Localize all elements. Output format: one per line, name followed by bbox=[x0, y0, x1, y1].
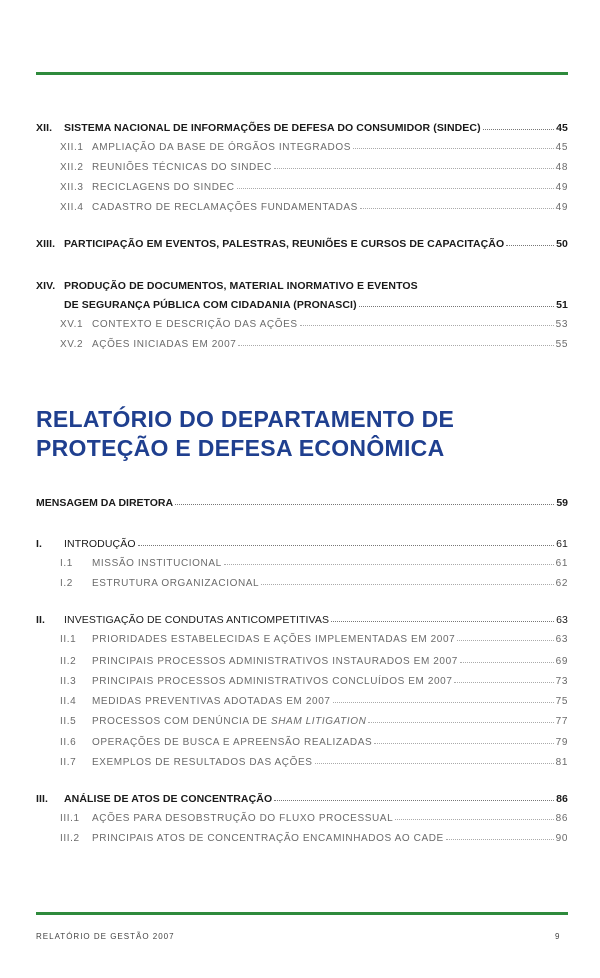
entry-page: 59 bbox=[556, 497, 568, 509]
dot-leader bbox=[274, 800, 554, 801]
entry-title: EXEMPLOS DE RESULTADOS DAS AÇÕES bbox=[92, 757, 313, 768]
entry-title: CADASTRO DE RECLAMAÇÕES FUNDAMENTADAS bbox=[92, 202, 358, 213]
entry-page: 53 bbox=[555, 319, 568, 330]
toc-entry-ii-3[interactable] bbox=[36, 676, 568, 687]
dot-leader bbox=[331, 621, 554, 622]
entry-title: INVESTIGAÇÃO DE CONDUTAS ANTICOMPETITIVAS bbox=[64, 614, 330, 626]
dot-leader bbox=[315, 763, 554, 764]
footer-page-number: 9 bbox=[555, 932, 560, 941]
toc-entry-xii-3[interactable] bbox=[36, 182, 568, 193]
entry-title: MENSAGEM DA DIRETORA bbox=[36, 497, 174, 509]
dot-leader bbox=[483, 129, 554, 130]
entry-page: 48 bbox=[555, 162, 568, 173]
dot-leader bbox=[454, 682, 553, 683]
toc-entry-xii-2[interactable] bbox=[36, 162, 568, 173]
entry-title: SISTEMA NACIONAL DE INFORMAÇÕES DE DEFESA DO CONSUMIDOR (SINDEC) bbox=[64, 122, 481, 134]
entry-page: 61 bbox=[555, 558, 568, 569]
entry-number: I.1 bbox=[60, 558, 73, 569]
entry-page: 86 bbox=[556, 793, 568, 805]
entry-page: 49 bbox=[555, 202, 568, 213]
dot-leader bbox=[457, 640, 553, 641]
entry-number: I.2 bbox=[60, 578, 73, 589]
entry-title: REUNIÕES TÉCNICAS DO SINDEC bbox=[92, 162, 272, 173]
entry-page: 79 bbox=[555, 737, 568, 748]
entry-number: XIV. bbox=[36, 280, 56, 292]
entry-title: INTRODUÇÃO bbox=[64, 538, 136, 550]
entry-page: 51 bbox=[556, 299, 568, 311]
entry-number: II. bbox=[36, 614, 46, 626]
toc-entry-xv-2[interactable] bbox=[36, 339, 568, 350]
entry-title: ANÁLISE DE ATOS DE CONCENTRAÇÃO bbox=[64, 793, 273, 805]
entry-title: PRINCIPAIS PROCESSOS ADMINISTRATIVOS INSTAURADOS EM 2007 bbox=[92, 656, 458, 667]
entry-number: XII.1 bbox=[60, 142, 84, 153]
toc-entry-i-2[interactable] bbox=[36, 578, 568, 589]
toc-entry-ii-4[interactable] bbox=[36, 696, 568, 707]
entry-title: PRODUÇÃO DE DOCUMENTOS, MATERIAL INORMATIVO E EVENTOS bbox=[64, 280, 418, 292]
section-heading-line1: RELATÓRIO DO DEPARTAMENTO DE bbox=[36, 406, 455, 432]
entry-number: XV.2 bbox=[60, 339, 84, 350]
footer-report-title: RELATÓRIO DE GESTÃO 2007 bbox=[36, 932, 175, 941]
toc-entry-xv-1[interactable] bbox=[36, 319, 568, 330]
entry-number: II.1 bbox=[60, 634, 77, 645]
entry-number: XII.2 bbox=[60, 162, 84, 173]
entry-title bbox=[92, 716, 366, 727]
dot-leader bbox=[175, 504, 554, 505]
dot-leader bbox=[359, 306, 554, 307]
dot-leader bbox=[333, 702, 554, 703]
entry-number: XII.3 bbox=[60, 182, 84, 193]
toc-entry-iii-2[interactable] bbox=[36, 833, 568, 844]
toc-entry-ii-7[interactable] bbox=[36, 757, 568, 768]
dot-leader bbox=[237, 188, 554, 189]
entry-number: XIII. bbox=[36, 238, 56, 250]
entry-title: PRIORIDADES ESTABELECIDAS E AÇÕES IMPLEMENTADAS EM 2007 bbox=[92, 634, 456, 645]
entry-number: II.3 bbox=[60, 676, 77, 687]
entry-title: DE SEGURANÇA PÚBLICA COM CIDADANIA (PRONASCI) bbox=[64, 299, 357, 311]
toc-entry-ii-1[interactable] bbox=[36, 634, 568, 645]
entry-number: XV.1 bbox=[60, 319, 84, 330]
toc-entry-xiv-line1[interactable] bbox=[36, 280, 568, 292]
toc-entry-xii-1[interactable] bbox=[36, 142, 568, 153]
entry-title-italic: SHAM LITIGATION bbox=[270, 716, 367, 727]
dot-leader bbox=[446, 839, 554, 840]
entry-page: 49 bbox=[555, 182, 568, 193]
entry-title: PRINCIPAIS ATOS DE CONCENTRAÇÃO ENCAMINHADOS AO CADE bbox=[92, 833, 444, 844]
entry-page: 55 bbox=[555, 339, 568, 350]
entry-number: II.6 bbox=[60, 737, 77, 748]
dot-leader bbox=[353, 148, 554, 149]
toc-entry-iii-1[interactable] bbox=[36, 813, 568, 824]
entry-number: II.4 bbox=[60, 696, 77, 707]
toc-entry-xii-4[interactable] bbox=[36, 202, 568, 213]
dot-leader bbox=[374, 743, 553, 744]
entry-number: III. bbox=[36, 793, 49, 805]
entry-page: 63 bbox=[556, 614, 568, 626]
entry-page: 75 bbox=[555, 696, 568, 707]
entry-title: CONTEXTO E DESCRIÇÃO DAS AÇÕES bbox=[92, 319, 298, 330]
dot-leader bbox=[300, 325, 554, 326]
entry-title: AÇÕES PARA DESOBSTRUÇÃO DO FLUXO PROCESSUAL bbox=[92, 813, 394, 824]
entry-title: PRINCIPAIS PROCESSOS ADMINISTRATIVOS CONCLUÍDOS EM 2007 bbox=[92, 676, 453, 687]
entry-page: 62 bbox=[555, 578, 568, 589]
dot-leader bbox=[460, 662, 554, 663]
entry-number: II.2 bbox=[60, 656, 77, 667]
entry-number: XII. bbox=[36, 122, 53, 134]
dot-leader bbox=[506, 245, 554, 246]
dot-leader bbox=[360, 208, 554, 209]
entry-title: ESTRUTURA ORGANIZACIONAL bbox=[92, 578, 260, 589]
entry-number: II.7 bbox=[60, 757, 77, 768]
toc-entry-mensagem[interactable] bbox=[36, 497, 568, 509]
entry-number: II.5 bbox=[60, 716, 77, 727]
entry-page: 73 bbox=[555, 676, 568, 687]
dot-leader bbox=[238, 345, 553, 346]
entry-page: 86 bbox=[555, 813, 568, 824]
entry-page: 63 bbox=[555, 634, 568, 645]
dot-leader bbox=[261, 584, 553, 585]
entry-title: MISSÃO INSTITUCIONAL bbox=[92, 558, 222, 569]
entry-title: OPERAÇÕES DE BUSCA E APREENSÃO REALIZADAS bbox=[92, 737, 373, 748]
toc-entry-iii[interactable] bbox=[36, 793, 568, 805]
entry-title: RECICLAGENS DO SINDEC bbox=[92, 182, 235, 193]
entry-page: 90 bbox=[555, 833, 568, 844]
entry-page: 45 bbox=[555, 142, 568, 153]
dot-leader bbox=[395, 819, 553, 820]
entry-page: 61 bbox=[556, 538, 568, 550]
entry-page: 77 bbox=[555, 716, 568, 727]
entry-page: 45 bbox=[556, 122, 568, 134]
toc-entry-xiii[interactable] bbox=[36, 238, 568, 250]
toc-entry-i[interactable] bbox=[36, 538, 568, 550]
entry-number: III.2 bbox=[60, 833, 80, 844]
top-rule bbox=[36, 72, 568, 75]
section-heading bbox=[36, 405, 568, 463]
entry-page: 50 bbox=[556, 238, 568, 250]
toc-entry-ii-6[interactable] bbox=[36, 737, 568, 748]
entry-page: 69 bbox=[555, 656, 568, 667]
toc-entry-i-1[interactable] bbox=[36, 558, 568, 569]
entry-title: AMPLIAÇÃO DA BASE DE ÓRGÃOS INTEGRADOS bbox=[92, 142, 351, 153]
dot-leader bbox=[224, 564, 554, 565]
bottom-rule bbox=[36, 912, 568, 915]
entry-title-text: PROCESSOS COM DENÚNCIA DE bbox=[92, 716, 271, 727]
toc-entry-ii-2[interactable] bbox=[36, 656, 568, 667]
entry-title: MEDIDAS PREVENTIVAS ADOTADAS EM 2007 bbox=[92, 696, 331, 707]
entry-number: III.1 bbox=[60, 813, 80, 824]
section-heading-line2: PROTEÇÃO E DEFESA ECONÔMICA bbox=[36, 435, 445, 461]
dot-leader bbox=[138, 545, 555, 546]
toc-entry-ii-5[interactable] bbox=[36, 716, 568, 727]
dot-leader bbox=[274, 168, 554, 169]
entry-title: PARTICIPAÇÃO EM EVENTOS, PALESTRAS, REUNIÕES E CURSOS DE CAPACITAÇÃO bbox=[64, 238, 505, 250]
toc-entry-ii[interactable] bbox=[36, 614, 568, 626]
entry-number: XII.4 bbox=[60, 202, 84, 213]
entry-number: I. bbox=[36, 538, 43, 550]
entry-page: 81 bbox=[555, 757, 568, 768]
toc-entry-xii[interactable] bbox=[36, 122, 568, 134]
toc-entry-xiv-line2[interactable] bbox=[36, 299, 568, 311]
entry-title: AÇÕES INICIADAS EM 2007 bbox=[92, 339, 237, 350]
dot-leader bbox=[368, 722, 553, 723]
